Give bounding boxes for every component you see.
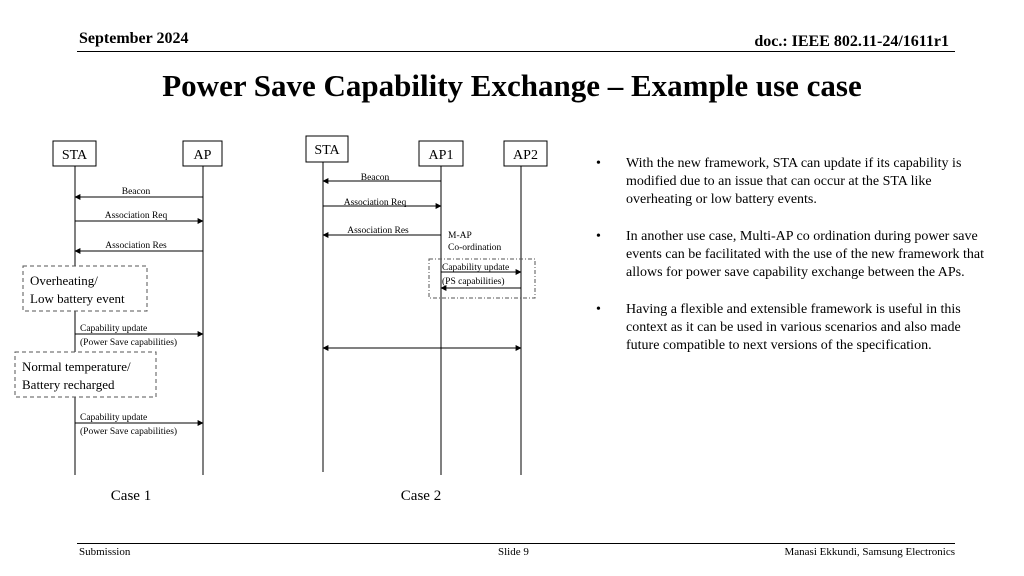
- footer-slide-number: Slide 9: [498, 546, 529, 558]
- case1-ap-label: AP: [193, 148, 212, 163]
- case1-cap-update-2-sub: (Power Save capabilities): [80, 427, 178, 437]
- bullet-text: Having a flexible and extensible framework is useful in this context as it can be used in various scenarios and also made future compatible to next versions of the specification.: [626, 302, 961, 353]
- bullet-symbol: •: [596, 156, 601, 171]
- case2-assoc-res-label: Association Res: [347, 226, 409, 236]
- bullet-item: [596, 301, 990, 355]
- case2-ap1-label: AP1: [428, 148, 454, 163]
- case2-cap-update-label: Capability update: [442, 263, 510, 273]
- case2-mlap-line1: M-AP: [448, 231, 472, 241]
- case1-cap-update-2-label: Capability update: [80, 413, 148, 423]
- case1-event1-line2: Low battery event: [30, 291, 125, 306]
- footer-submission: Submission: [79, 546, 131, 558]
- case1-beacon-label: Beacon: [121, 187, 151, 197]
- case2-beacon-label: Beacon: [360, 173, 390, 183]
- header-doc-id: doc.: IEEE 802.11-24/1611r1: [754, 33, 949, 50]
- case1-assoc-res-label: Association Res: [105, 241, 167, 251]
- bullet-text: With the new framework, STA can update if its capability is modified due to an issue that can occur at the STA like overheating or low battery events.: [626, 156, 962, 207]
- bullet-item: [596, 155, 990, 209]
- case2-sta-label: STA: [314, 143, 340, 158]
- case1-sta-label: STA: [61, 148, 88, 163]
- slide-title: Power Save Capability Exchange – Example use case: [162, 68, 862, 103]
- case2-diagram: [306, 136, 547, 504]
- case2-caption: Case 2: [400, 488, 442, 504]
- case2-ap2-label: AP2: [513, 148, 538, 163]
- case1-assoc-req-label: Association Req: [104, 211, 168, 221]
- case1-event2-line1: Normal temperature/: [22, 359, 131, 374]
- case1-caption: Case 1: [110, 488, 152, 504]
- case2-cap-update-sub: (PS capabilities): [442, 277, 505, 287]
- case1-cap-update-1-sub: (Power Save capabilities): [80, 338, 178, 348]
- bullet-item: [596, 228, 990, 282]
- case1-event2-line2: Battery recharged: [22, 377, 115, 392]
- case2-mlap-line2: Co-ordination: [448, 243, 502, 253]
- case1-cap-update-1-label: Capability update: [80, 324, 148, 334]
- footer-divider: [77, 543, 955, 544]
- bullet-text: In another use case, Multi-AP co ordination during power save events can be facilitated with the use of the new framework that allows for power save capability exchange between the APs.: [626, 229, 985, 280]
- bullet-symbol: •: [596, 302, 601, 317]
- footer-author: Manasi Ekkundi, Samsung Electronics: [784, 546, 955, 558]
- bullet-list: [596, 155, 990, 374]
- case1-diagram: [15, 141, 222, 504]
- case1-event1-line1: Overheating/: [30, 273, 98, 288]
- bullet-symbol: •: [596, 229, 601, 244]
- case2-assoc-req-label: Association Req: [343, 198, 407, 208]
- header-date: September 2024: [79, 30, 189, 47]
